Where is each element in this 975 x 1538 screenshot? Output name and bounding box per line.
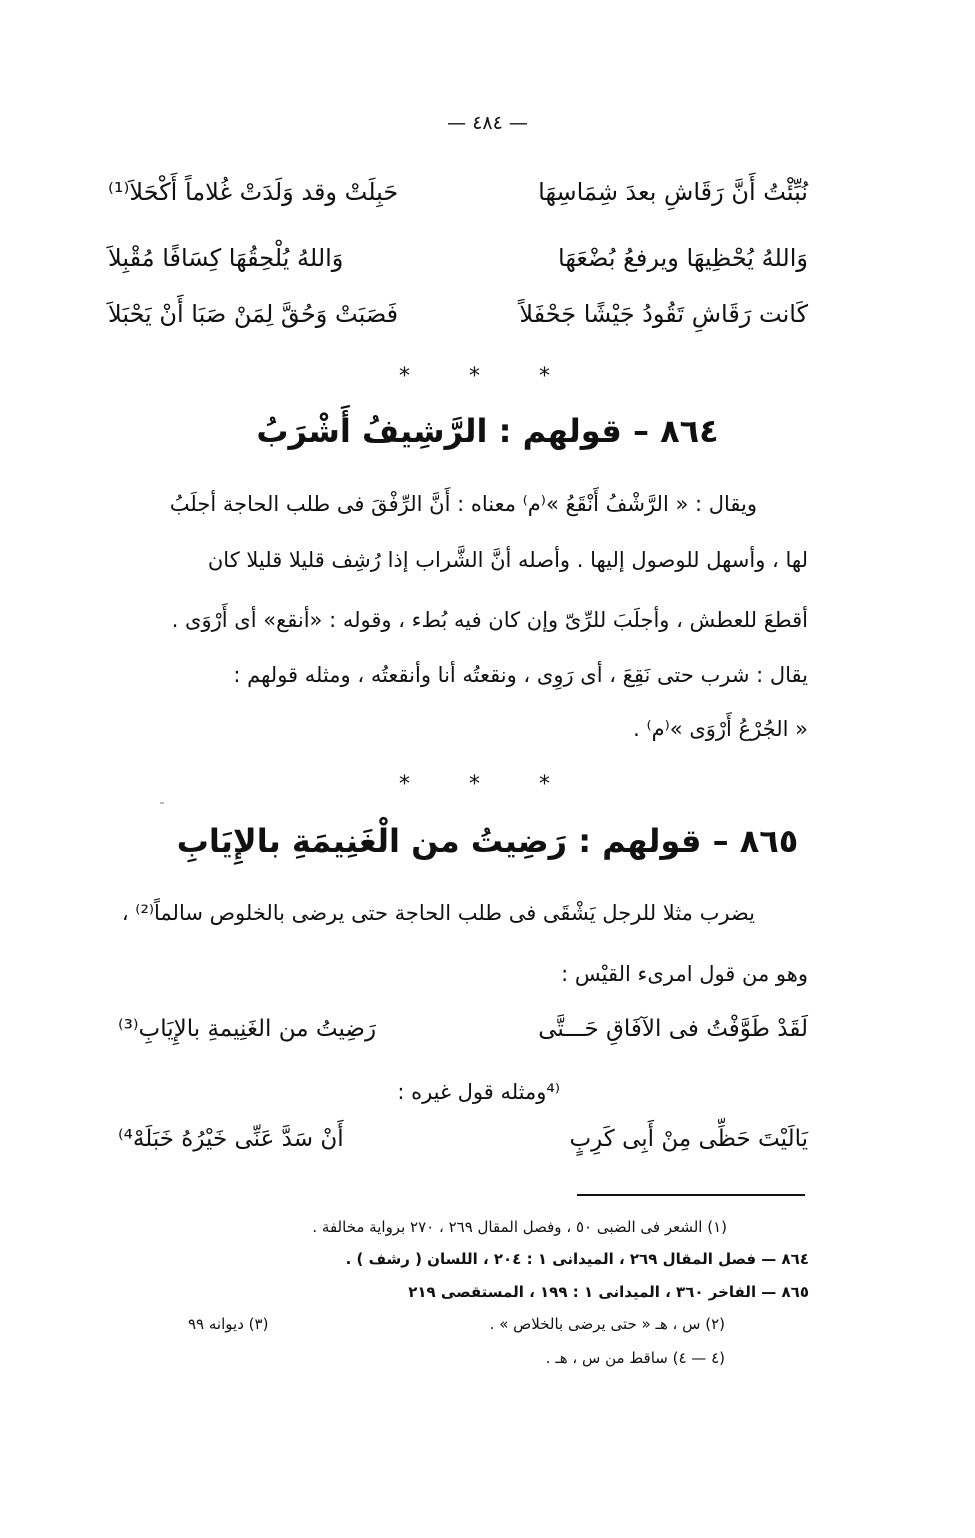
verse-second-hemistich: أَنْ سَدَّ عَنِّى خَيْرُهُ خَبَلَهْ⁴⁾ [118,1126,344,1152]
footnote-864: ٨٦٤ — فصل المقال ٢٦٩ ، الميدانى ١ : ٢٠٤ ، اللسان ( رشف ) . [345,1250,809,1268]
section-864-line-4: يقال : شرب حتى نَقِعَ ، أى رَوِى ، ونقعتُه أنا وأنقعتُه ، ومثله قولهم : [233,663,808,687]
poem-verse-1 [108,178,808,228]
section-864-heading: ٨٦٤ – قولهم : الرَّشِيفُ أَشْرَبُ [256,412,719,450]
verse-second-hemistich: حَبِلَتْ وقد وَلَدَتْ غُلاماً أَكْحَلاَ⁽¹⁾ [108,178,399,206]
section-separator-stars: * * * [399,772,576,797]
footnote-3: (٣) ديوانه ٩٩ [188,1315,269,1333]
verse-second-hemistich: وَاللهُ يُلْحِقُهَا كِسَافًا مُقْبِلاَ [108,244,344,272]
section-separator-stars: * * * [399,364,576,389]
page-number: — ٤٨٤ — [447,112,528,134]
footnote-2: (٢) س ، هـ « حتى يرضى بالخلاص » . [489,1315,725,1333]
section-864-line-5: « الجُرْعُ أَرْوَى »⁽م⁾ . [633,717,808,741]
quoted-verse-other-poet [118,1126,808,1174]
footnote-4: (٤ — ٤) ساقط من س ، هـ . [545,1349,725,1367]
faint-mark [160,802,164,804]
section-864-line-1: ويقال : « الرَّشْفُ أَنْقَعُ »⁽م⁾ معناه : أَنَّ الرِّفْقَ فى طلب الحاجة أجلَبُ [169,492,757,516]
section-865-line-2: وهو من قول امرىء القيْس : [561,962,808,986]
section-865-line-3: ⁽⁴ومثله قول غيره : [397,1080,560,1104]
verse-first-hemistich: لَقَدْ طَوَّفْتُ فى الآفَاقِ حَـــتَّى [538,1016,808,1042]
verse-first-hemistich: يَالَيْتَ حَظِّى مِنْ أَبِى كَرِبٍ [569,1126,808,1152]
quoted-verse-imru-al-qays [118,1016,808,1064]
section-864-line-2: لها ، وأسهل للوصول إليها . وأصله أنَّ الشَّراب إذا رُشِف قليلا قليلا كان [207,548,808,572]
footnote-separator [577,1194,805,1196]
verse-first-hemistich: نُبِّئْتُ أَنَّ رَقَاشِ بعدَ شِمَاسِهَا [538,178,808,206]
verse-first-hemistich: كَانت رَقَاشِ تَقُودُ جَيْشًا جَحْفَلاً [519,300,808,328]
section-865-line-1: يضرب مثلا للرجل يَشْقَى فى طلب الحاجة حتى يرضى بالخلوص سالماً⁽²⁾ ، [121,901,755,925]
verse-second-hemistich: رَضِيتُ من الغَنِيمةِ بالإِيَابِ⁽³⁾ [118,1016,377,1042]
section-865-heading: ٨٦٥ – قولهم : رَضِيتُ من الْغَنِيمَةِ بالإِيَابِ [176,822,799,860]
footnote-865: ٨٦٥ — الفاخر ٣٦٠ ، الميدانى ١ : ١٩٩ ، المستقصى ٢١٩ [408,1283,809,1301]
footnote-1: (١) الشعر فى الضبى ٥٠ ، وفصل المقال ٢٦٩ ، ٢٧٠ برواية مخالفة . [312,1218,727,1236]
verse-first-hemistich: وَاللهُ يُحْظِيهَا ويرفعُ بُضْعَهَا [558,244,808,272]
poem-verse-3 [108,300,808,350]
section-864-line-3: أقطعَ للعطش ، وأجلَبَ للرِّىّ وإن كان فيه بُطء ، وقوله : «أنقع» أى أَرْوَى . [171,608,808,632]
poem-verse-2 [108,244,808,294]
verse-second-hemistich: فَصَبَتْ وَحُقَّ لِمَنْ صَبَا أَنْ يَحْبَلاَ [108,300,399,328]
